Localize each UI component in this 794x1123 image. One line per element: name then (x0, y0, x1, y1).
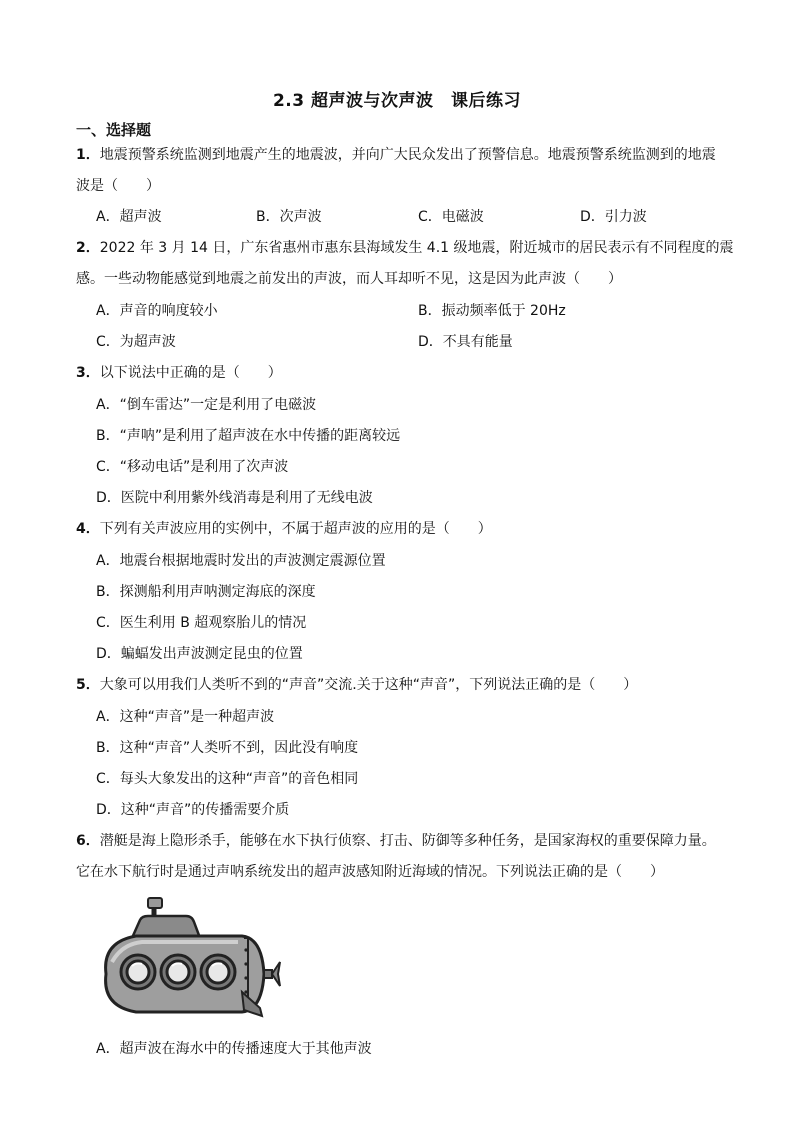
option-b[interactable]: B．探测船利用声呐测定海底的深度 (96, 584, 316, 600)
question-number: 5． (76, 677, 100, 693)
option-a[interactable]: A．声音的响度较小 (96, 303, 218, 319)
question-text-cont: 波是（ ） (76, 178, 160, 194)
option-b[interactable]: B．“声呐”是利用了超声波在水中传播的距离较远 (96, 428, 401, 444)
option-a[interactable]: A．超声波在海水中的传播速度大于其他声波 (96, 1041, 372, 1057)
option-c[interactable]: C．电磁波 (418, 209, 484, 225)
question-text-cont: 它在水下航行时是通过声呐系统发出的超声波感知附近海域的情况。下列说法正确的是（ ） (76, 864, 664, 880)
option-b[interactable]: B．次声波 (256, 209, 322, 225)
question-5 (76, 676, 637, 694)
question-text: 以下说法中正确的是（ ） (99, 365, 282, 381)
question-1 (76, 146, 716, 164)
option-d[interactable]: D．医院中利用紫外线消毒是利用了无线电波 (96, 490, 373, 506)
option-c[interactable]: C．每头大象发出的这种“声音”的音色相同 (96, 771, 359, 787)
question-3 (76, 364, 282, 382)
submarine-illustration (92, 892, 282, 1024)
question-number: 2． (76, 240, 100, 256)
option-d[interactable]: D．不具有能量 (418, 334, 513, 350)
option-a[interactable]: A．超声波 (96, 209, 162, 225)
option-b[interactable]: B．这种“声音”人类听不到，因此没有响度 (96, 740, 359, 756)
option-a[interactable]: A．“倒车雷达”一定是利用了电磁波 (96, 397, 317, 413)
question-number: 4． (76, 521, 100, 537)
option-c[interactable]: C．医生利用 B 超观察胎儿的情况 (96, 615, 307, 631)
question-number: 3． (76, 365, 100, 381)
option-c[interactable]: C．“移动电话”是利用了次声波 (96, 459, 289, 475)
page-title: 2.3 超声波与次声波 课后练习 (272, 91, 522, 111)
question-number: 1． (76, 147, 100, 163)
option-c[interactable]: C．为超声波 (96, 334, 176, 350)
question-4 (76, 520, 492, 538)
section-heading: 一、选择题 (76, 121, 152, 139)
question-text: 2022 年 3 月 14 日，广东省惠州市惠东县海域发生 4.1 级地震，附近城市的居民表示有不同程度的震 (99, 240, 734, 256)
option-d[interactable]: D．这种“声音”的传播需要介质 (96, 802, 290, 818)
question-text-cont: 感。一些动物能感觉到地震之前发出的声波，而人耳却听不见，这是因为此声波（ ） (76, 271, 622, 287)
option-a[interactable]: A．这种“声音”是一种超声波 (96, 709, 275, 725)
question-text: 下列有关声波应用的实例中，不属于超声波的应用的是（ ） (99, 521, 492, 537)
option-b[interactable]: B．振动频率低于 20Hz (418, 303, 566, 319)
option-d[interactable]: D．引力波 (580, 209, 647, 225)
option-a[interactable]: A．地震台根据地震时发出的声波测定震源位置 (96, 553, 386, 569)
option-d[interactable]: D．蝙蝠发出声波测定昆虫的位置 (96, 646, 303, 662)
question-text: 大象可以用我们人类听不到的“声音”交流.关于这种“声音”，下列说法正确的是（ ） (99, 677, 638, 693)
question-text: 潜艇是海上隐形杀手，能够在水下执行侦察、打击、防御等多种任务，是国家海权的重要保障力量。 (99, 833, 716, 849)
question-2 (76, 239, 734, 257)
question-6 (76, 832, 716, 850)
question-number: 6． (76, 833, 100, 849)
question-text: 地震预警系统监测到地震产生的地震波，并向广大民众发出了预警信息。地震预警系统监测到的地震 (99, 147, 716, 163)
